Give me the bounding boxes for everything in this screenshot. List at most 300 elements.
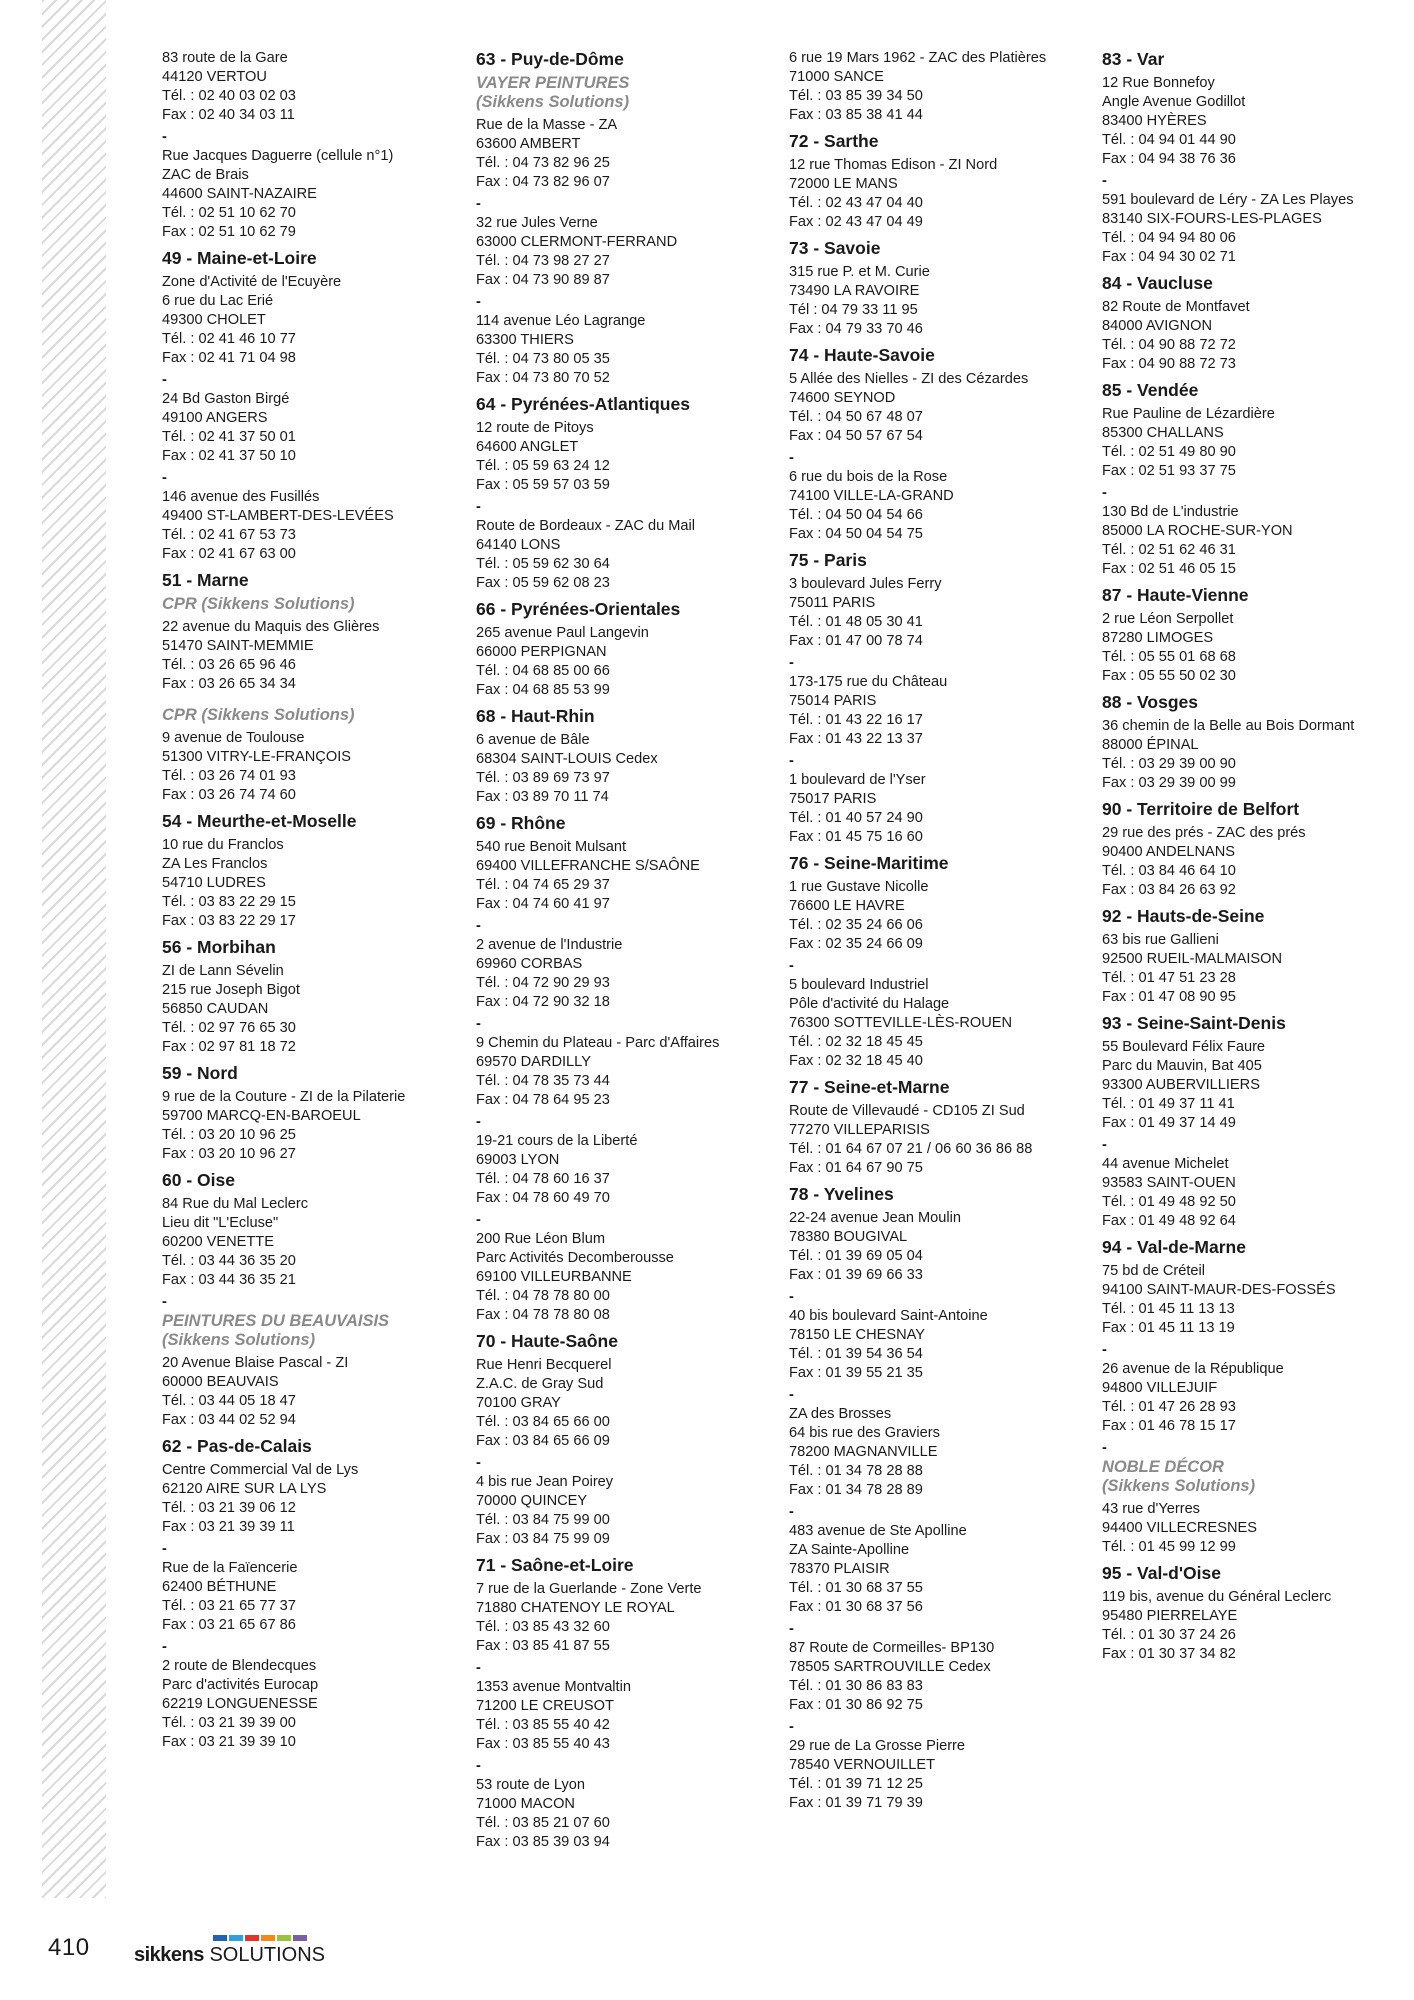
address-line: Fax : 01 64 67 90 75 <box>789 1160 923 1176</box>
address-line: 10 rue du Franclos <box>162 837 284 853</box>
address-line: Tél. : 02 51 49 80 90 <box>1102 444 1236 460</box>
address-entry <box>476 1473 776 1549</box>
address-entry <box>789 263 1089 339</box>
address-line: Fax : 03 44 02 52 94 <box>162 1412 296 1428</box>
address-line: Fax : 04 50 57 67 54 <box>789 428 923 444</box>
address-line: 60200 VENETTE <box>162 1234 274 1250</box>
address-line: 22-24 avenue Jean Moulin <box>789 1210 962 1226</box>
address-line: 540 rue Benoit Mulsant <box>476 839 627 855</box>
address-line: Fax : 01 49 37 14 49 <box>1102 1115 1236 1131</box>
address-line: Tél. : 04 73 80 05 35 <box>476 351 610 367</box>
address-line: Tél. : 01 43 22 16 17 <box>789 712 923 728</box>
address-entry <box>162 273 462 368</box>
distributor-name: CPR (Sikkens Solutions) <box>162 706 355 724</box>
address-entry <box>789 1209 1089 1285</box>
address-line: Angle Avenue Godillot <box>1102 94 1246 110</box>
department-heading: 69 - Rhône <box>476 813 566 833</box>
department-heading: 68 - Haut-Rhin <box>476 706 595 726</box>
entry-separator: - <box>476 294 481 310</box>
address-line: 85000 LA ROCHE-SUR-YON <box>1102 523 1293 539</box>
address-line: 173-175 rue du Château <box>789 674 948 690</box>
address-line: 44120 VERTOU <box>162 69 267 85</box>
address-line: 71000 MACON <box>476 1796 575 1812</box>
address-entry <box>789 1307 1089 1383</box>
address-line: Fax : 02 51 46 05 15 <box>1102 561 1236 577</box>
address-line: Z.A.C. de Gray Sud <box>476 1376 604 1392</box>
address-entry <box>162 618 462 694</box>
entry-separator: - <box>476 1660 481 1676</box>
department-heading: 93 - Seine-Saint-Denis <box>1102 1013 1286 1033</box>
address-line: 43 rue d'Yerres <box>1102 1501 1200 1517</box>
address-entry <box>789 1102 1089 1178</box>
brand-color-bar <box>293 1935 307 1941</box>
address-entry <box>476 1776 776 1852</box>
address-entry <box>162 962 462 1057</box>
address-line: Fax : 03 85 39 03 94 <box>476 1834 610 1850</box>
address-entry <box>789 1737 1089 1813</box>
address-line: Fax : 04 68 85 53 99 <box>476 682 610 698</box>
address-line: Tél. : 04 72 90 29 93 <box>476 975 610 991</box>
address-line: 114 avenue Léo Lagrange <box>476 313 646 329</box>
address-line: Rue Pauline de Lézardière <box>1102 406 1275 422</box>
address-line: 19-21 cours de la Liberté <box>476 1133 638 1149</box>
department-heading: 85 - Vendée <box>1102 380 1199 400</box>
address-line: Fax : 02 32 18 45 40 <box>789 1053 923 1069</box>
address-line: Tél. : 03 26 74 01 93 <box>162 768 296 784</box>
address-line: 92500 RUEIL-MALMAISON <box>1102 951 1283 967</box>
address-line: 9 rue de la Couture - ZI de la Pilaterie <box>162 1089 406 1105</box>
address-entry <box>476 624 776 700</box>
address-entry <box>476 116 776 192</box>
address-line: Tél : 04 79 33 11 95 <box>789 302 918 318</box>
address-line: 4 bis rue Jean Poirey <box>476 1474 614 1490</box>
address-entry <box>162 147 462 242</box>
address-line: Fax : 01 30 68 37 56 <box>789 1599 923 1615</box>
address-entry <box>789 673 1089 749</box>
address-line: Tél. : 04 94 94 80 06 <box>1102 230 1236 246</box>
address-entry <box>1102 1588 1402 1664</box>
address-line: 49400 ST-LAMBERT-DES-LEVÉES <box>162 508 394 524</box>
entry-separator: - <box>162 372 167 388</box>
address-line: Fax : 03 26 74 74 60 <box>162 787 296 803</box>
department-heading: 71 - Saône-et-Loire <box>476 1555 634 1575</box>
address-line: Tél. : 01 39 71 12 25 <box>789 1776 923 1792</box>
address-line: 69100 VILLEURBANNE <box>476 1269 632 1285</box>
address-entry <box>1102 503 1402 579</box>
address-line: Fax : 04 50 04 54 75 <box>789 526 923 542</box>
address-line: 22 avenue du Maquis des Glières <box>162 619 380 635</box>
address-line: Fax : 01 39 69 66 33 <box>789 1267 923 1283</box>
address-entry <box>789 575 1089 651</box>
entry-separator: - <box>1102 1137 1107 1153</box>
address-line: 64600 ANGLET <box>476 439 579 455</box>
address-line: 6 rue 19 Mars 1962 - ZAC des Platières <box>789 50 1047 66</box>
address-line: Fax : 04 73 80 70 52 <box>476 370 610 386</box>
address-line: Tél. : 02 40 03 02 03 <box>162 88 296 104</box>
department-heading: 59 - Nord <box>162 1063 238 1083</box>
distributor-name: (Sikkens Solutions) <box>162 1331 316 1349</box>
address-entry <box>162 390 462 466</box>
address-entry <box>476 1356 776 1451</box>
address-line: Fax : 05 59 57 03 59 <box>476 477 610 493</box>
entry-separator: - <box>476 1455 481 1471</box>
address-line: Fax : 01 39 55 21 35 <box>789 1365 923 1381</box>
entry-separator: - <box>789 958 794 974</box>
address-line: 83 route de la Gare <box>162 50 288 66</box>
address-line: 63300 THIERS <box>476 332 574 348</box>
address-entry <box>789 1639 1089 1715</box>
distributor-name: (Sikkens Solutions) <box>1102 1477 1256 1495</box>
address-line: Tél. : 01 45 99 12 99 <box>1102 1539 1236 1555</box>
department-heading: 66 - Pyrénées-Orientales <box>476 599 681 619</box>
address-line: Tél. : 01 34 78 28 88 <box>789 1463 923 1479</box>
address-line: 49300 CHOLET <box>162 312 266 328</box>
address-line: Fax : 03 85 55 40 43 <box>476 1736 610 1752</box>
department-heading: 83 - Var <box>1102 49 1165 69</box>
address-line: 44 avenue Michelet <box>1102 1156 1229 1172</box>
entry-separator: - <box>789 655 794 671</box>
address-line: Fax : 05 59 62 08 23 <box>476 575 610 591</box>
address-line: 56850 CAUDAN <box>162 1001 269 1017</box>
entry-separator: - <box>789 1504 794 1520</box>
page-footer <box>48 1930 448 1974</box>
address-line: 20 Avenue Blaise Pascal - ZI <box>162 1355 349 1371</box>
entry-separator: - <box>162 470 167 486</box>
address-line: 69570 DARDILLY <box>476 1054 591 1070</box>
address-line: Fax : 01 30 86 92 75 <box>789 1697 923 1713</box>
entry-separator: - <box>789 1289 794 1305</box>
address-line: Fax : 04 74 60 41 97 <box>476 896 610 912</box>
address-line: Tél. : 01 30 37 24 26 <box>1102 1627 1236 1643</box>
address-line: Parc du Mauvin, Bat 405 <box>1102 1058 1262 1074</box>
address-line: Tél. : 03 85 39 34 50 <box>789 88 923 104</box>
entry-separator: - <box>476 1758 481 1774</box>
address-line: Fax : 05 55 50 02 30 <box>1102 668 1236 684</box>
address-line: Fax : 01 43 22 13 37 <box>789 731 923 747</box>
address-entry <box>789 976 1089 1071</box>
department-heading: 56 - Morbihan <box>162 937 276 957</box>
address-line: 77270 VILLEPARISIS <box>789 1122 930 1138</box>
address-line: Fax : 04 90 88 72 73 <box>1102 356 1236 372</box>
address-line: 315 rue P. et M. Curie <box>789 264 930 280</box>
entry-separator: - <box>476 196 481 212</box>
department-heading: 70 - Haute-Saône <box>476 1331 618 1351</box>
decorative-stripes <box>42 0 106 1898</box>
department-heading: 54 - Meurthe-et-Moselle <box>162 811 357 831</box>
brand-color-bar <box>277 1935 291 1941</box>
address-line: ZAC de Brais <box>162 167 249 183</box>
address-line: Tél. : 02 32 18 45 45 <box>789 1034 923 1050</box>
department-heading: 73 - Savoie <box>789 238 881 258</box>
address-line: Fax : 03 89 70 11 74 <box>476 789 609 805</box>
entry-separator: - <box>1102 1440 1107 1456</box>
address-line: 64 bis rue des Graviers <box>789 1425 940 1441</box>
address-entry <box>476 1580 776 1656</box>
address-line: 88000 ÉPINAL <box>1102 737 1199 753</box>
distributor-name: (Sikkens Solutions) <box>476 93 630 111</box>
brand-logo <box>134 1944 325 1966</box>
address-line: 75014 PARIS <box>789 693 877 709</box>
address-line: Tél. : 02 41 67 53 73 <box>162 527 296 543</box>
address-line: 12 route de Pitoys <box>476 420 594 436</box>
address-line: Tél. : 02 35 24 66 06 <box>789 917 923 933</box>
address-line: 51300 VITRY-LE-FRANÇOIS <box>162 749 351 765</box>
address-entry <box>162 1559 462 1635</box>
address-entry <box>476 1132 776 1208</box>
address-entry <box>476 214 776 290</box>
entry-separator: - <box>476 499 481 515</box>
address-line: Fax : 03 26 65 34 34 <box>162 676 296 692</box>
address-line: Tél. : 02 97 76 65 30 <box>162 1020 296 1036</box>
address-entry <box>789 878 1089 954</box>
department-heading: 49 - Maine-et-Loire <box>162 248 317 268</box>
address-entry <box>1102 1038 1402 1133</box>
address-line: Tél. : 03 26 65 96 46 <box>162 657 296 673</box>
address-line: 64140 LONS <box>476 537 561 553</box>
address-line: 146 avenue des Fusillés <box>162 489 320 505</box>
address-line: 69400 VILLEFRANCHE S/SAÔNE <box>476 858 700 874</box>
address-entry <box>1102 405 1402 481</box>
address-line: Tél. : 01 64 67 07 21 / 06 60 36 86 88 <box>789 1141 1033 1157</box>
address-line: Fax : 02 43 47 04 49 <box>789 214 923 230</box>
address-line: Rue de la Faïencerie <box>162 1560 298 1576</box>
address-line: Centre Commercial Val de Lys <box>162 1462 359 1478</box>
address-entry <box>162 1461 462 1537</box>
address-line: Tél. : 02 51 10 62 70 <box>162 205 296 221</box>
address-line: 93583 SAINT-OUEN <box>1102 1175 1236 1191</box>
address-line: 32 rue Jules Verne <box>476 215 598 231</box>
entry-separator: - <box>162 1639 167 1655</box>
entry-separator: - <box>476 1212 481 1228</box>
address-line: Tél. : 03 44 05 18 47 <box>162 1393 296 1409</box>
address-line: Lieu dit "L'Ecluse" <box>162 1215 279 1231</box>
address-line: Fax : 02 51 10 62 79 <box>162 224 296 240</box>
address-line: Fax : 02 35 24 66 09 <box>789 936 923 952</box>
address-line: 94100 SAINT-MAUR-DES-FOSSÉS <box>1102 1282 1336 1298</box>
address-entry <box>1102 1360 1402 1436</box>
address-line: Fax : 04 73 90 89 87 <box>476 272 610 288</box>
department-heading: 76 - Seine-Maritime <box>789 853 949 873</box>
address-line: Tél. : 03 20 10 96 25 <box>162 1127 296 1143</box>
address-line: Fax : 02 41 67 63 00 <box>162 546 296 562</box>
entry-separator: - <box>1102 1342 1107 1358</box>
address-line: 130 Bd de L'industrie <box>1102 504 1239 520</box>
address-entry <box>162 1195 462 1290</box>
address-line: 591 boulevard de Léry - ZA Les Playes <box>1102 192 1354 208</box>
address-line: 93300 AUBERVILLIERS <box>1102 1077 1260 1093</box>
address-line: Tél. : 01 47 26 28 93 <box>1102 1399 1236 1415</box>
address-line: Tél. : 01 39 54 36 54 <box>789 1346 923 1362</box>
address-line: 75017 PARIS <box>789 791 877 807</box>
address-line: 26 avenue de la République <box>1102 1361 1284 1377</box>
department-heading: 60 - Oise <box>162 1170 235 1190</box>
department-heading: 64 - Pyrénées-Atlantiques <box>476 394 690 414</box>
address-line: 69003 LYON <box>476 1152 560 1168</box>
address-entry <box>476 517 776 593</box>
address-line: Tél. : 03 29 39 00 90 <box>1102 756 1236 772</box>
address-line: Tél. : 03 21 39 39 00 <box>162 1715 296 1731</box>
address-line: 85300 CHALLANS <box>1102 425 1224 441</box>
entry-separator: - <box>789 1387 794 1403</box>
address-line: 53 route de Lyon <box>476 1777 585 1793</box>
page-number: 410 <box>48 1934 90 1961</box>
address-line: Tél. : 01 47 51 23 28 <box>1102 970 1236 986</box>
address-line: 3 boulevard Jules Ferry <box>789 576 942 592</box>
address-entry <box>476 419 776 495</box>
address-line: 9 Chemin du Plateau - Parc d'Affaires <box>476 1035 720 1051</box>
address-line: Tél. : 02 51 62 46 31 <box>1102 542 1236 558</box>
address-line: Parc Activités Decomberousse <box>476 1250 674 1266</box>
address-entry <box>476 1034 776 1110</box>
department-heading: 87 - Haute-Vienne <box>1102 585 1249 605</box>
address-entry <box>789 156 1089 232</box>
address-line: 2 rue Léon Serpollet <box>1102 611 1234 627</box>
address-line: 76600 LE HAVRE <box>789 898 905 914</box>
address-line: Fax : 01 47 00 78 74 <box>789 633 923 649</box>
address-line: Fax : 04 79 33 70 46 <box>789 321 923 337</box>
address-line: 49100 ANGERS <box>162 410 268 426</box>
address-line: Tél. : 03 85 43 32 60 <box>476 1619 610 1635</box>
distributor-name: VAYER PEINTURES <box>476 74 630 92</box>
entry-separator: - <box>162 1294 167 1310</box>
brand-color-bar <box>229 1935 243 1941</box>
department-heading: 72 - Sarthe <box>789 131 879 151</box>
address-line: Tél. : 05 59 62 30 64 <box>476 556 610 572</box>
address-line: Tél. : 01 39 69 05 04 <box>789 1248 923 1264</box>
address-line: Tél. : 05 55 01 68 68 <box>1102 649 1236 665</box>
address-line: 68304 SAINT-LOUIS Cedex <box>476 751 658 767</box>
address-entry <box>162 1657 462 1752</box>
address-line: 90400 ANDELNANS <box>1102 844 1236 860</box>
address-entry <box>1102 298 1402 374</box>
address-line: Tél. : 03 89 69 73 97 <box>476 770 610 786</box>
column-3 <box>789 49 1089 1816</box>
address-line: 6 rue du Lac Erié <box>162 293 274 309</box>
address-line: 63 bis rue Gallieni <box>1102 932 1219 948</box>
entry-separator: - <box>476 1016 481 1032</box>
address-line: 7 rue de la Guerlande - Zone Verte <box>476 1581 702 1597</box>
department-heading: 74 - Haute-Savoie <box>789 345 935 365</box>
address-line: 6 avenue de Bâle <box>476 732 590 748</box>
address-line: 215 rue Joseph Bigot <box>162 982 300 998</box>
address-entry <box>789 370 1089 446</box>
address-line: Fax : 02 40 34 03 11 <box>162 107 295 123</box>
address-line: 62219 LONGUENESSE <box>162 1696 318 1712</box>
address-entry <box>1102 1500 1402 1557</box>
entry-separator: - <box>476 1114 481 1130</box>
department-heading: 63 - Puy-de-Dôme <box>476 49 624 69</box>
address-line: Fax : 04 72 90 32 18 <box>476 994 610 1010</box>
brand-color-bar <box>213 1935 227 1941</box>
address-line: 70100 GRAY <box>476 1395 561 1411</box>
address-line: 1353 avenue Montvaltin <box>476 1679 631 1695</box>
address-line: Fax : 04 73 82 96 07 <box>476 174 610 190</box>
address-line: Fax : 03 84 65 66 09 <box>476 1433 610 1449</box>
address-line: ZA Les Franclos <box>162 856 268 872</box>
department-heading: 78 - Yvelines <box>789 1184 894 1204</box>
address-line: 62120 AIRE SUR LA LYS <box>162 1481 327 1497</box>
address-line: Fax : 02 41 37 50 10 <box>162 448 296 464</box>
address-entry <box>789 468 1089 544</box>
address-entry <box>162 1088 462 1164</box>
address-line: 78200 MAGNANVILLE <box>789 1444 938 1460</box>
address-line: Fax : 01 45 11 13 19 <box>1102 1320 1235 1336</box>
entry-separator: - <box>162 129 167 145</box>
address-line: Route de Villevaudé - CD105 ZI Sud <box>789 1103 1025 1119</box>
address-line: Fax : 03 84 26 63 92 <box>1102 882 1236 898</box>
address-line: Fax : 01 30 37 34 82 <box>1102 1646 1236 1662</box>
address-line: Fax : 03 21 39 39 10 <box>162 1734 296 1750</box>
address-line: 24 Bd Gaston Birgé <box>162 391 290 407</box>
address-line: 9 avenue de Toulouse <box>162 730 305 746</box>
address-line: 66000 PERPIGNAN <box>476 644 607 660</box>
address-line: Fax : 01 39 71 79 39 <box>789 1795 923 1811</box>
address-line: Tél. : 04 78 78 80 00 <box>476 1288 610 1304</box>
address-line: Route de Bordeaux - ZAC du Mail <box>476 518 696 534</box>
address-line: Fax : 01 47 08 90 95 <box>1102 989 1236 1005</box>
address-line: Tél. : 04 78 60 16 37 <box>476 1171 610 1187</box>
address-line: 82 Route de Montfavet <box>1102 299 1250 315</box>
address-line: Tél. : 04 74 65 29 37 <box>476 877 610 893</box>
address-line: 74600 SEYNOD <box>789 390 896 406</box>
address-line: Tél. : 04 73 98 27 27 <box>476 253 610 269</box>
address-line: 5 Allée des Nielles - ZI des Cézardes <box>789 371 1029 387</box>
address-line: Fax : 02 41 71 04 98 <box>162 350 296 366</box>
column-1 <box>162 49 462 1755</box>
address-line: Tél. : 03 84 65 66 00 <box>476 1414 610 1430</box>
address-line: 63600 AMBERT <box>476 136 581 152</box>
address-entry <box>1102 717 1402 793</box>
address-line: Rue Jacques Daguerre (cellule n°1) <box>162 148 394 164</box>
address-entry <box>789 49 1089 125</box>
address-line: Tél. : 03 84 75 99 00 <box>476 1512 610 1528</box>
address-line: Fax : 02 97 81 18 72 <box>162 1039 296 1055</box>
address-line: 76300 SOTTEVILLE-LÈS-ROUEN <box>789 1015 1013 1031</box>
address-entry <box>476 312 776 388</box>
brand-name: sikkens <box>134 1944 204 1966</box>
address-line: 119 bis, avenue du Général Leclerc <box>1102 1589 1332 1605</box>
address-entry <box>1102 931 1402 1007</box>
address-line: 1 rue Gustave Nicolle <box>789 879 929 895</box>
column-2 <box>476 49 776 1855</box>
address-line: Tél. : 01 30 68 37 55 <box>789 1580 923 1596</box>
address-entry <box>476 936 776 1012</box>
address-line: ZI de Lann Sévelin <box>162 963 284 979</box>
address-line: Rue Henri Becquerel <box>476 1357 612 1373</box>
address-line: 2 avenue de l'Industrie <box>476 937 623 953</box>
address-line: 94800 VILLEJUIF <box>1102 1380 1218 1396</box>
address-entry <box>1102 824 1402 900</box>
address-line: 51470 SAINT-MEMMIE <box>162 638 314 654</box>
address-line: Fax : 01 34 78 28 89 <box>789 1482 923 1498</box>
address-line: 78370 PLAISIR <box>789 1561 890 1577</box>
address-entry <box>162 729 462 805</box>
address-line: 1 boulevard de l'Yser <box>789 772 926 788</box>
address-line: 78505 SARTROUVILLE Cedex <box>789 1659 991 1675</box>
address-entry <box>162 488 462 564</box>
address-line: 78380 BOUGIVAL <box>789 1229 908 1245</box>
address-line: 2 route de Blendecques <box>162 1658 317 1674</box>
address-line: 12 rue Thomas Edison - ZI Nord <box>789 157 998 173</box>
address-line: Fax : 04 78 60 49 70 <box>476 1190 610 1206</box>
address-line: 60000 BEAUVAIS <box>162 1374 279 1390</box>
address-line: 78540 VERNOUILLET <box>789 1757 936 1773</box>
address-line: Tél. : 02 41 37 50 01 <box>162 429 296 445</box>
address-line: Tél. : 01 48 05 30 41 <box>789 614 923 630</box>
address-line: Fax : 03 29 39 00 99 <box>1102 775 1236 791</box>
department-heading: 88 - Vosges <box>1102 692 1198 712</box>
address-line: Tél. : 01 45 11 13 13 <box>1102 1301 1235 1317</box>
